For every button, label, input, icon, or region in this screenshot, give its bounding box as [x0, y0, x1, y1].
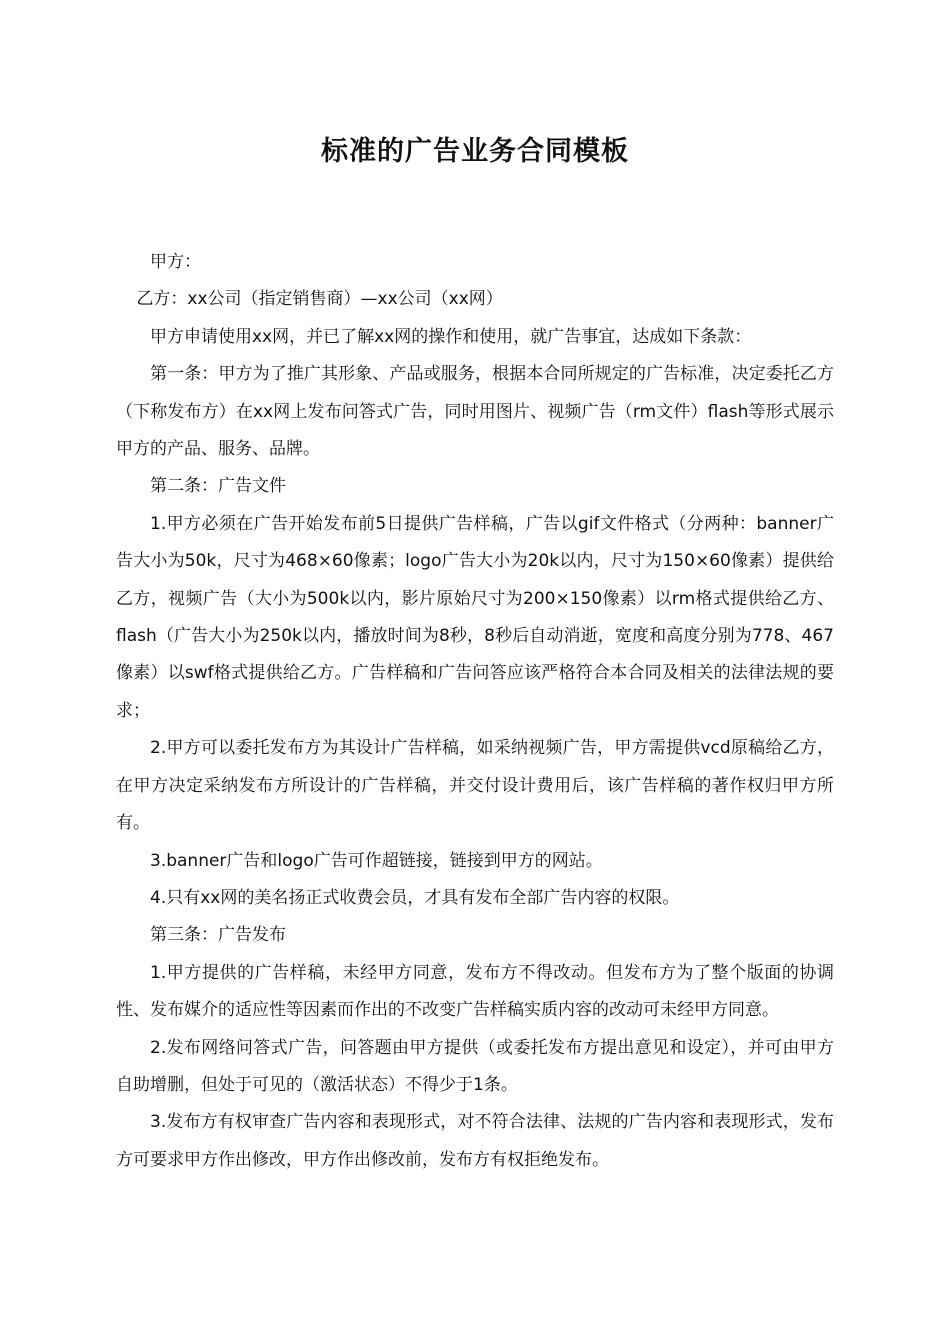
- article-3-clause-2: 2.发布网络问答式广告，问答题由甲方提供（或委托发布方提出意见和设定），并可由甲方自助增删，但处于可见的（激活状态）不得少于1条。: [116, 1037, 834, 1095]
- article-3-heading: 第三条：广告发布: [150, 925, 286, 946]
- document-title: 标准的广告业务合同模板: [321, 136, 629, 167]
- document-body: [116, 244, 834, 1179]
- party-a-line: 甲方：: [150, 252, 201, 272]
- article-3-clause-1: 1.甲方提供的广告样稿，未经甲方同意，发布方不得改动。但发布方为了整个版面的协调性、发布媒介的适应性等因素而作出的不改变广告样稿实质内容的改动可未经甲方同意。: [116, 962, 834, 1021]
- party-b-line: 乙方：xx公司（指定销售商）—xx公司（xx网）: [136, 289, 503, 310]
- article-2-heading: 第二条：广告文件: [150, 476, 286, 497]
- article-2-clause-2: 2.甲方可以委托发布方为其设计广告样稿，如采纳视频广告，甲方需提供vcd原稿给乙方，在甲方决定采纳发布方所设计的广告样稿，并交付设计费用后，该广告样稿的著作权归甲方所有。: [116, 738, 834, 834]
- article-2-clause-1: 1.甲方必须在广告开始发布前5日提供广告样稿，广告以gif文件格式（分两种：banner广告大小为50k，尺寸为468×60像素；logo广告大小为20k以内，尺寸为150×60像素）提供给乙方，视频广告（大小为500k以内，影片原始尺寸为200×150像素）以rm格式提供给乙方、flash（广告大小为250k以内，播放时间为8秒，8秒后自动消逝，宽度和高度分别为778、467像素）以swf格式提供给乙方。广告样稿和广告问答应该严格符合本合同及相关的法律法规的要求；: [116, 513, 834, 721]
- intro-paragraph: 甲方申请使用xx网，并已了解xx网的操作和使用，就广告事宜，达成如下条款：: [150, 326, 752, 347]
- article-1-paragraph: 第一条：甲方为了推广其形象、产品或服务，根据本合同所规定的广告标准，决定委托乙方（下称发布方）在xx网上发布问答式广告，同时用图片、视频广告（rm文件）flash等形式展示甲方的产品、服务、品牌。: [116, 364, 834, 460]
- article-2-clause-3: 3.banner广告和logo广告可作超链接，链接到甲方的网站。: [150, 850, 603, 871]
- article-2-clause-4: 4.只有xx网的美名扬正式收费会员，才具有发布全部广告内容的权限。: [150, 887, 680, 908]
- article-3-clause-3: 3.发布方有权审查广告内容和表现形式，对不符合法律、法规的广告内容和表现形式，发布方可要求甲方作出修改，甲方作出修改前，发布方有权拒绝发布。: [116, 1112, 834, 1170]
